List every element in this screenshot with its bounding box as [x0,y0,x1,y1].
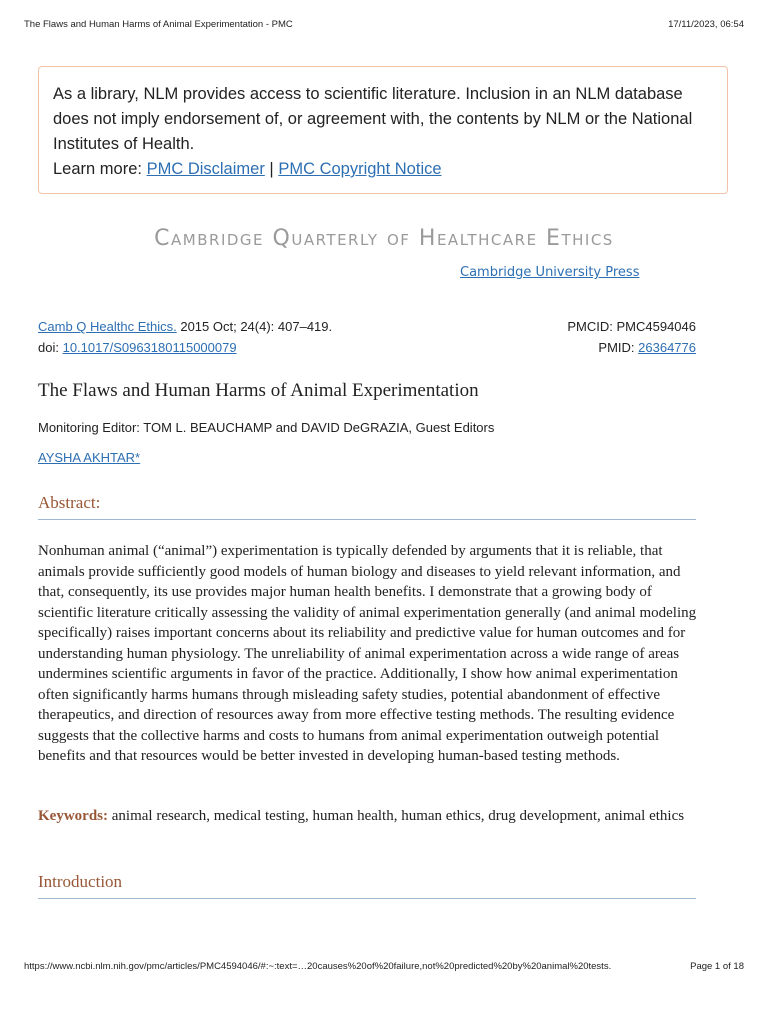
pmcid-value: PMC4594046 [616,319,696,334]
introduction-heading: Introduction [38,872,696,899]
monitoring-editors: Monitoring Editor: TOM L. BEAUCHAMP and DAVID DeGRAZIA, Guest Editors [38,420,495,435]
article-title: The Flaws and Human Harms of Animal Experimentation [38,380,479,401]
journal-title: Cambridge Quarterly of Healthcare Ethics [154,226,614,251]
abstract-heading: Abstract: [38,493,696,520]
doi-link[interactable]: 10.1017/S0963180115000079 [62,340,237,355]
author-link[interactable]: AYSHA AKHTAR* [38,450,141,465]
doi-label: doi: [38,340,59,355]
print-url: https://www.ncbi.nlm.nih.gov/pmc/articles/PMC4594046/#:~:text=…20causes%20of%20failure,not%20predicted%20by%20animal%20tests. [24,961,612,972]
pmc-copyright-link[interactable]: PMC Copyright Notice [278,160,442,178]
learn-more-label: Learn more: [53,160,142,178]
notice-text: As a library, NLM provides access to scientific literature. Inclusion in an NLM database does not imply endorsement of, or agreement with, the contents by NLM or the National Institutes of Health. [53,85,693,153]
print-page-title: The Flaws and Human Harms of Animal Experimentation - PMC [24,19,293,30]
nlm-notice-box [38,66,728,194]
keywords [38,806,698,827]
citation-line-2 [38,340,696,355]
pmc-disclaimer-link[interactable]: PMC Disclaimer [146,160,265,178]
page-number: Page 1 of 18 [690,961,744,972]
journal-link[interactable]: Camb Q Healthc Ethics. [38,319,177,334]
print-datetime: 17/11/2023, 06:54 [668,19,744,30]
print-footer [24,961,744,972]
keywords-label: Keywords: [38,808,108,824]
citation-line-1 [38,319,696,334]
pmid-link[interactable]: 26364776 [638,340,696,355]
keywords-text: animal research, medical testing, human health, human ethics, drug development, animal ethics [111,808,685,824]
citation-details: 2015 Oct; 24(4): 407–419. [180,319,333,334]
pmid-label: PMID: [598,340,635,355]
publisher-link[interactable]: Cambridge University Press [460,265,640,280]
pmcid-label: PMCID: [567,319,613,334]
abstract-text: Nonhuman animal (“animal”) experimentation is typically defended by arguments that it is reliable, that animals provide sufficiently good models of human biology and diseases to yield relevant information, and that, consequently, its use provides major human health benefits. I demonstrate that a growing body of scientific literature critically assessing the validity of animal experimentation generally (and animal modeling specifically) raises important concerns about its reliability and predictive value for human outcomes and for understanding human physiology. The unreliability of animal experimentation across a wide range of areas undermines scientific arguments in favor of the practice. Additionally, I show how animal experimentation often significantly harms humans through misleading safety studies, potential abandonment of effective therapeutics, and direction of resources away from more effective testing methods. The resulting evidence suggests that the collective harms and costs to humans from animal experimentation outweigh potential benefits and that resources would be better invested in developing human-based testing methods. [38,543,697,764]
link-separator: | [269,160,274,178]
print-header [24,19,744,30]
